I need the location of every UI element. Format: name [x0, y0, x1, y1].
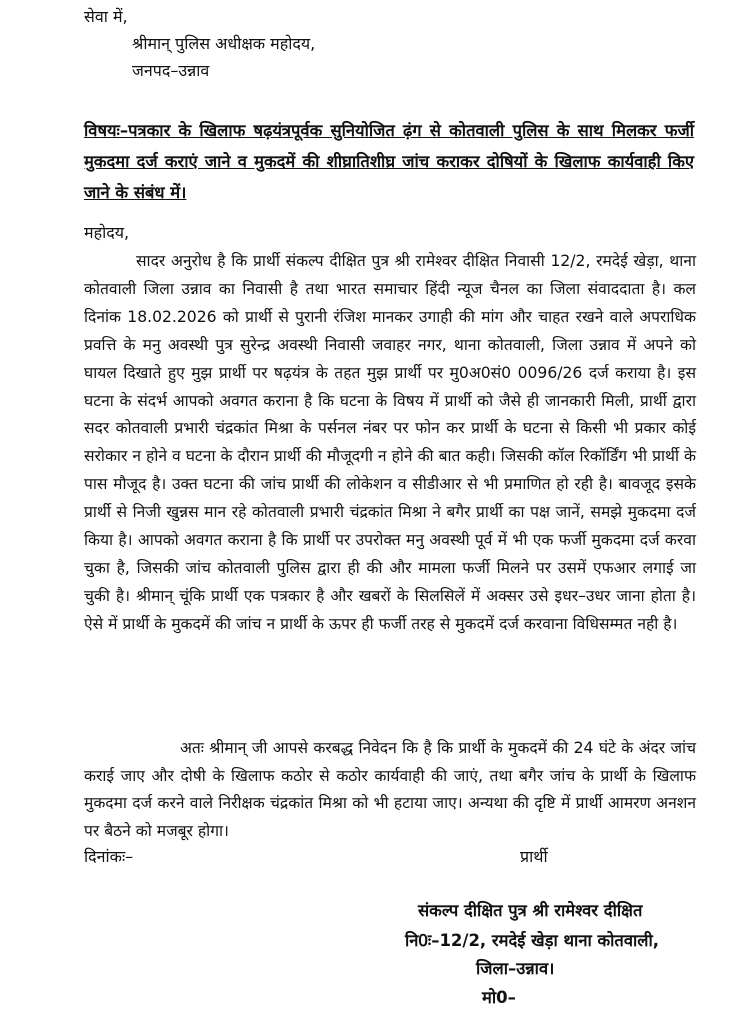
greeting: महोदय, [84, 223, 130, 242]
body-paragraph-1: सादर अनुरोध है कि प्रार्थी संकल्प दीक्षित पुत्र श्री रामेश्वर दीक्षित निवासी 12/2, रमदेई खेड़ा, थाना कोतवाली जिला उन्नाव का निवासी है तथा भारत समाचार हिंदी न्यूज चैनल का जिला संवाददाता है। कल दिनांक 18.02.2026 को प्रार्थी से पुरानी रंजिश मानकर उगाही की मांग और चाहत रखने वाले अपराधिक प्रवत्ति के मनु अवस्थी पुत्र सुरेन्द्र अवस्थी निवासी जवाहर नगर, थाना कोतवाली, जिला उन्नाव में अपने को घायल दिखाते हुए मुझ प्रार्थी पर षढ़यंत्र के तहत मुझ प्रार्थी पर मु0अ0सं0 0096/26 दर्ज कराया है। इस घटना के संदर्भ आपको अवगत कराना है कि घटना के विषय में प्रार्थी को जैसे ही जानकारी मिली, प्रार्थी द्वारा सदर कोतवाली प्रभारी चंद्रकांत मिश्रा के पर्सनल नंबर पर फोन कर प्रार्थी के घटना से किसी भी प्रकार कोई सरोकार न होने व घटना के दौरान प्रार्थी की मौजूदगी न होने की बात कही। जिसकी कॉल रिकॉर्डिंग भी प्रार्थी के पास मौजूद है। उक्त घटना की जांच प्रार्थी की लोकेशन व सीडीआर से भी प्रमाणित हो रही है। बावजूद इसके प्रार्थी से निजी खुन्नस मान रहे कोतवाली प्रभारी चंद्रकांत मिश्रा ने बगैर प्रार्थी का पक्ष जानें, समझे मुकदमा दर्ज किया है। आपको अवगत कराना है कि प्रार्थी पर उपरोक्त मनु अवस्थी पूर्व में भी एक फर्जी मुकदमा दर्ज करवा चुका है, जिसकी जांच कोतवाली पुलिस द्वारा ही की और मामला फर्जी मिलने पर उसमें एफआर लगाई जा चुकी है। श्रीमान् चूंकि प्रार्थी एक पत्रकार है और खबरों के सिलसिलें में अक्सर उसे इधर–उधर जाना होता है। ऐसे में प्रार्थी के मुकदमें की जांच न प्रार्थी के ऊपर ही फर्जी तरह से मुकदमें दर्ज करवाना विधिसम्मत नही है। [84, 252, 696, 633]
signature-name: संकल्प दीक्षित पुत्र श्री रामेश्वर दीक्षित [418, 901, 643, 920]
body-paragraph-2: अतः श्रीमान् जी आपसे करबद्ध निवेदन कि है कि प्रार्थी के मुकदमें की 24 घंटे के अंदर जांच कराई जाए और दोषी के खिलाफ कठोर से कठोर कार्यवाही की जाएं, तथा बगैर जांच के प्रार्थी के खिलाफ मुकदमा दर्ज करने वाले निरीक्षक चंद्रकांत मिश्रा को भी हटाया जाए। अन्यथा की दृष्टि में प्रार्थी आमरण अनशन पर बैठने को मजबूर होगा। [84, 739, 696, 840]
date-label: दिनांकः– [84, 847, 134, 866]
letter-subject: विषयः–पत्रकार के खिलाफ षढ़यंत्रपूर्वक सुनियोजित ढ़ंग से कोतवाली पुलिस के साथ मिलकर फर्जी मुकदमा दर्ज कराएं जाने व मुकदमें की शीघ्रातिशीघ्र जांच कराकर दोषियों के खिलाफ कार्यवाही किए जाने के संबंध में। [84, 121, 694, 202]
applicant-label: प्रार्थी [520, 847, 548, 866]
salutation-to: सेवा में, [84, 7, 128, 26]
recipient-district: जनपद–उन्नाव [132, 61, 210, 80]
signature-district: जिला–उन्नाव। [476, 959, 555, 978]
recipient-title: श्रीमान् पुलिस अधीक्षक महोदय, [132, 34, 316, 53]
signature-address: नि0ः–12/2, रमदेई खेड़ा थाना कोतवाली, [405, 931, 660, 950]
signature-mobile: मो0– [482, 988, 516, 1007]
